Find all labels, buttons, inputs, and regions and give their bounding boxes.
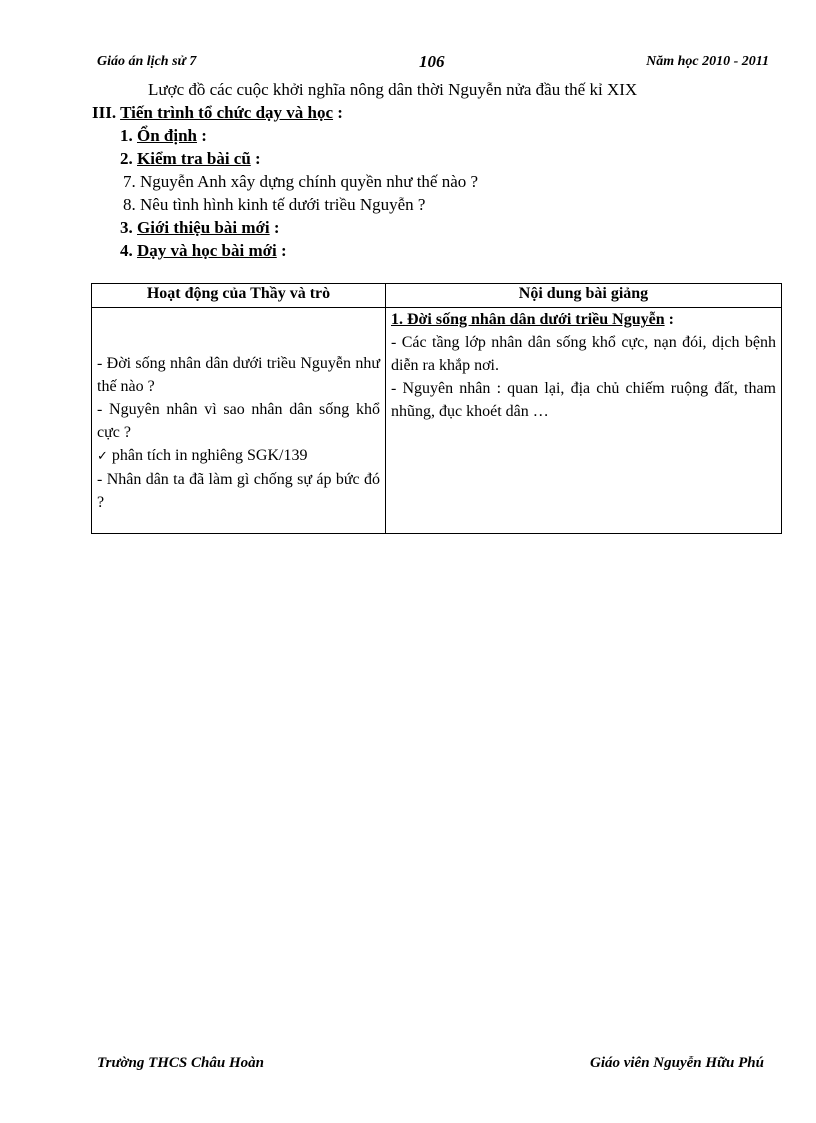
step-suffix: : (250, 149, 261, 168)
section-number: III. (92, 103, 117, 122)
footer-teacher: Giáo viên Nguyễn Hữu Phú (589, 1055, 764, 1071)
section-colon: : (333, 103, 343, 122)
activity-question: - Nhân dân ta đã làm gì chống sự áp bức đó ? (97, 471, 380, 511)
header-teacher-student-activity: Hoạt động của Thầy và trò (92, 284, 386, 308)
map-title: Lược đồ các cuộc khởi nghĩa nông dân thời Nguyễn nửa đầu thế kỉ XIX (148, 80, 638, 99)
step-3 (120, 218, 280, 238)
step-number: 2. (120, 149, 133, 168)
content-heading (391, 308, 776, 331)
review-question-7: 7. Nguyễn Anh xây dựng chính quyền như thế nào ? (123, 172, 479, 191)
section-heading (92, 103, 343, 123)
page-header (97, 50, 769, 76)
table-header-row (92, 284, 782, 308)
header-lesson-content: Nội dung bài giảng (386, 284, 782, 308)
header-subject: Giáo án lịch sử 7 (97, 54, 197, 69)
step-number: 4. (120, 241, 133, 260)
step-title: Kiểm tra bài cũ (137, 149, 251, 168)
step-title: Dạy và học bài mới (137, 241, 277, 260)
step-number: 1. (120, 126, 133, 145)
header-school-year: Năm học 2010 - 2011 (646, 54, 769, 69)
content-line: - Các tầng lớp nhân dân sống khổ cực, nạn đói, dịch bệnh diễn ra khắp nơi. (391, 334, 776, 374)
activity-question: - Nguyên nhân vì sao nhân dân sống khổ cực ? (97, 401, 380, 441)
section-title: Tiến trình tổ chức dạy và học (120, 103, 334, 122)
check-icon: ✓ (97, 449, 108, 464)
page-number: 106 (419, 52, 445, 71)
activity-cell (92, 308, 386, 534)
step-1 (120, 126, 207, 146)
step-number: 3. (120, 218, 133, 237)
lesson-table (91, 283, 782, 534)
content-line: - Nguyên nhân : quan lại, địa chủ chiếm ruộng đất, tham nhũng, đục khoét dân … (391, 380, 776, 420)
step-suffix: : (276, 241, 287, 260)
table-row (92, 308, 782, 534)
activity-note (97, 444, 380, 468)
review-question-8: 8. Nêu tình hình kinh tế dưới triều Nguyễn ? (123, 195, 426, 214)
footer-school: Trường THCS Châu Hoàn (97, 1055, 264, 1071)
step-4 (120, 241, 287, 261)
activity-note-text: phân tích in nghiêng SGK/139 (111, 447, 308, 464)
step-suffix: : (269, 218, 280, 237)
content-cell (386, 308, 782, 534)
step-suffix: : (197, 126, 207, 145)
content-heading-text: 1. Đời sống nhân dân dưới triều Nguyễn (391, 311, 665, 328)
activity-question: - Đời sống nhân dân dưới triều Nguyễn như thế nào ? (97, 355, 380, 395)
step-title: Ổn định (137, 126, 198, 145)
content-heading-suffix: : (664, 311, 674, 328)
step-2 (120, 149, 261, 169)
step-title: Giới thiệu bài mới (137, 218, 270, 237)
